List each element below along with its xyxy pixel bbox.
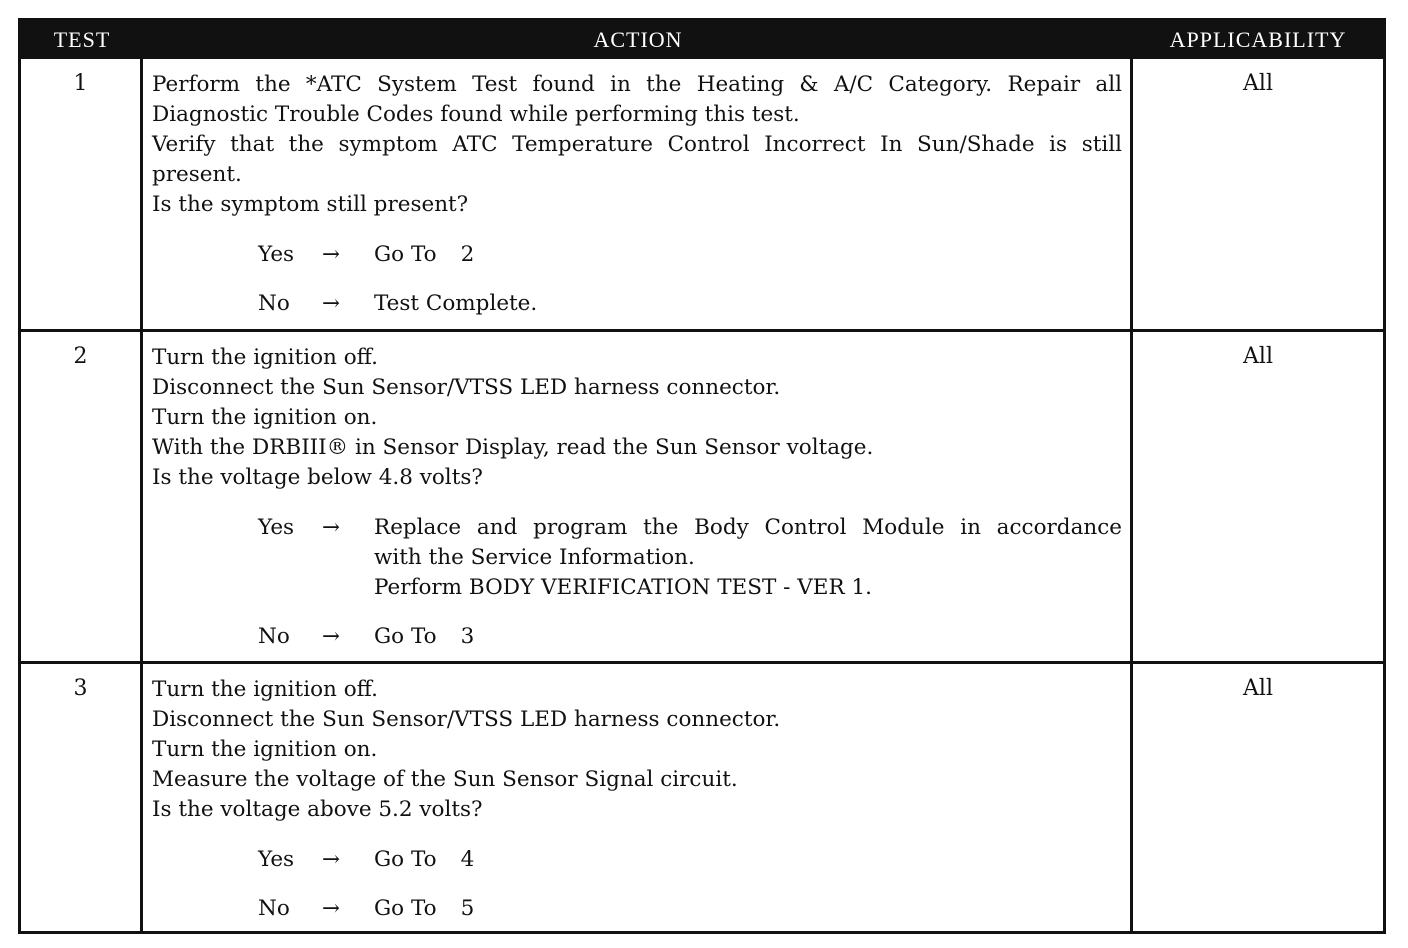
action-cell [143, 332, 1133, 661]
action-line: Verify that the symptom ATC Temperature Control Incorrect In Sun/Shade is still [152, 132, 1122, 157]
action-line: Turn the ignition off. [152, 345, 378, 370]
goto-test-number: 5 [460, 896, 475, 921]
table-row [21, 661, 1383, 931]
arrow-right-icon: → [322, 624, 341, 649]
action-cell [143, 664, 1133, 931]
answer-text [374, 240, 1122, 270]
action-line: Diagnostic Trouble Codes found while performing this test. [152, 102, 800, 127]
answer-text [374, 845, 1122, 875]
goto-label: Go To [374, 624, 437, 649]
answer-key: No [258, 291, 290, 316]
applicability-value: All [1243, 71, 1273, 96]
answer-no [258, 622, 1122, 652]
table-row [21, 59, 1383, 329]
arrow-right-icon: → [322, 896, 341, 921]
action-line: Perform the *ATC System Test found in the Heating & A/C Category. Repair all [152, 72, 1122, 97]
test-number: 1 [21, 59, 143, 329]
arrow-right-icon: → [322, 847, 341, 872]
answer-text [374, 513, 1122, 603]
header-test: TEST [53, 27, 111, 52]
answer-key: No [258, 624, 290, 649]
goto-label: Go To [374, 896, 437, 921]
answer-key: No [258, 896, 290, 921]
header-applicability: APPLICABILITY [1169, 27, 1347, 52]
table-header [21, 21, 1383, 59]
test-number: 2 [21, 332, 143, 661]
answer-no [258, 894, 1122, 924]
answer-yes [258, 513, 1122, 603]
answer-text: Test Complete. [374, 291, 538, 316]
header-action: ACTION [593, 27, 683, 52]
arrow-right-icon: → [322, 515, 341, 540]
goto-test-number: 4 [460, 847, 475, 872]
action-line: With the DRBIII® in Sensor Display, read the Sun Sensor voltage. [152, 435, 874, 460]
answer-list [258, 240, 1122, 319]
action-line: Is the symptom still present? [152, 192, 469, 217]
goto-label: Go To [374, 242, 437, 267]
action-line: Disconnect the Sun Sensor/VTSS LED harness connector. [152, 375, 781, 400]
action-line: Measure the voltage of the Sun Sensor Signal circuit. [152, 767, 738, 792]
goto-test-number: 3 [460, 624, 475, 649]
arrow-right-icon: → [322, 242, 341, 267]
answer-list [258, 845, 1122, 924]
answer-key: Yes [258, 242, 295, 267]
answer-yes [258, 845, 1122, 875]
answer-yes [258, 240, 1122, 270]
answer-text [374, 894, 1122, 924]
applicability-value: All [1243, 676, 1273, 701]
table-row [21, 329, 1383, 661]
answer-key: Yes [258, 515, 295, 540]
answer-line: Replace and program the Body Control Module in accordance [374, 515, 1122, 540]
action-line: Disconnect the Sun Sensor/VTSS LED harness connector. [152, 707, 781, 732]
test-number: 3 [21, 664, 143, 931]
action-line: Is the voltage below 4.8 volts? [152, 465, 483, 490]
action-line: Turn the ignition on. [152, 405, 378, 430]
answer-no [258, 289, 1122, 319]
applicability-value: All [1243, 344, 1273, 369]
action-line: Is the voltage above 5.2 volts? [152, 797, 483, 822]
answer-list [258, 513, 1122, 652]
answer-key: Yes [258, 847, 295, 872]
action-line: Turn the ignition off. [152, 677, 378, 702]
arrow-right-icon: → [322, 291, 341, 316]
goto-test-number: 2 [460, 242, 475, 267]
action-cell [143, 59, 1133, 329]
action-line: present. [152, 162, 242, 187]
action-line: Turn the ignition on. [152, 737, 378, 762]
diagnostic-test-table [18, 18, 1386, 934]
goto-label: Go To [374, 847, 437, 872]
answer-line: with the Service Information. [374, 545, 695, 570]
answer-text [374, 622, 1122, 652]
answer-line: Perform BODY VERIFICATION TEST - VER 1. [374, 575, 873, 600]
